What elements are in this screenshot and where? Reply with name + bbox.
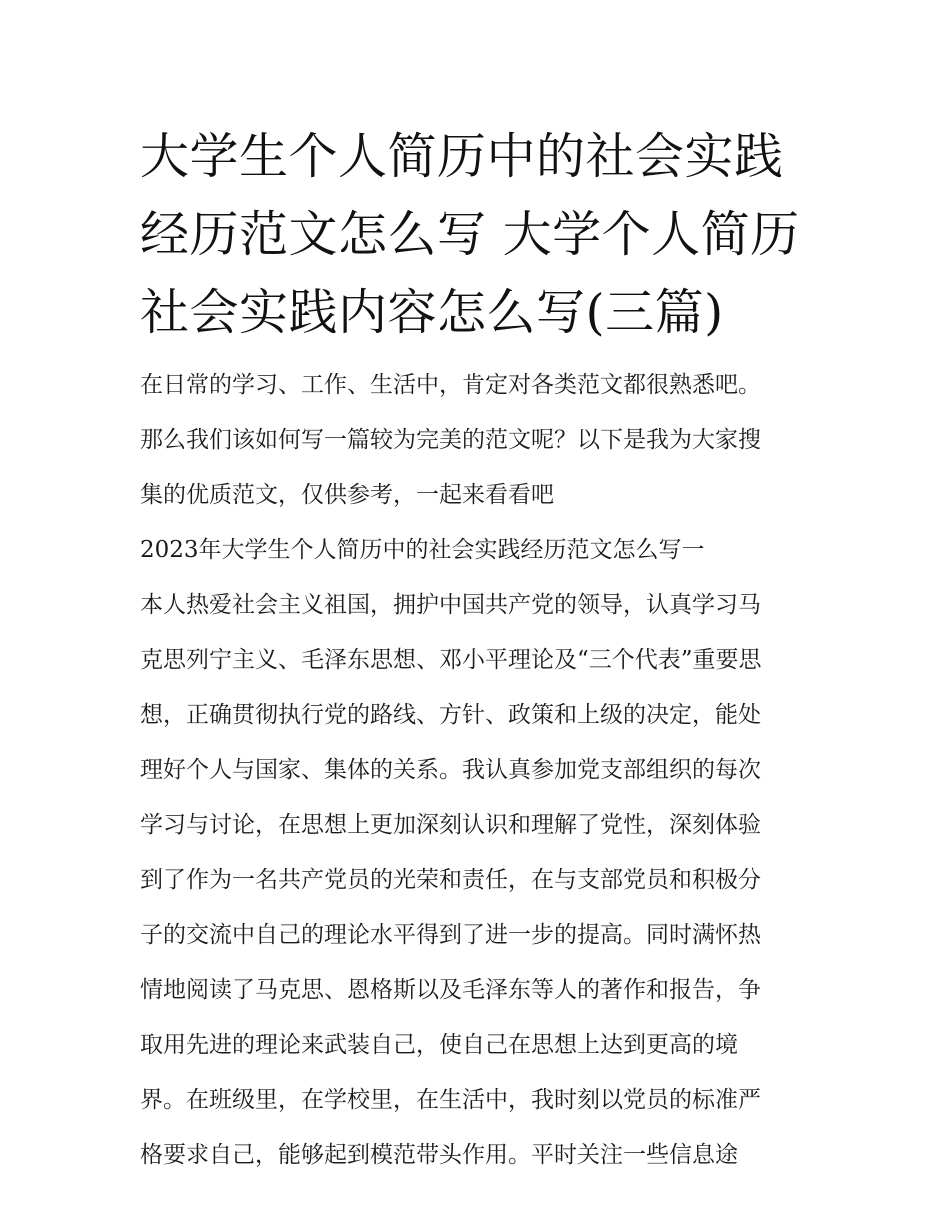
document-body [140, 358, 815, 1183]
paragraph-line: 克思列宁主义、毛泽东思想、邓小平理论及“三个代表”重要思 [140, 647, 762, 673]
section-heading: 2023年大学生个人简历中的社会实践经历范文怎么写一 [140, 537, 705, 563]
title-line: 社会实践内容怎么写(三篇) [140, 284, 724, 341]
paragraph-line: 情地阅读了马克思、恩格斯以及毛泽东等人的著作和报告，争 [140, 977, 761, 1003]
paragraph-line: 取用先进的理论来武装自己，使自己在思想上达到更高的境 [140, 1032, 738, 1058]
paragraph-line: 子的交流中自己的理论水平得到了进一步的提高。同时满怀热 [140, 922, 761, 948]
paragraph-line: 想，正确贯彻执行党的路线、方针、政策和上级的决定，能处 [140, 702, 761, 728]
title-line: 大学生个人简历中的社会实践 [140, 128, 784, 185]
document-title [140, 118, 815, 352]
title-line: 经历范文怎么写 大学个人简历 [140, 206, 800, 263]
paragraph-line: 界。在班级里，在学校里，在生活中，我时刻以党员的标准严 [140, 1087, 761, 1113]
intro-line: 那么我们该如何写一篇较为完美的范文呢？以下是我为大家搜 [140, 427, 761, 453]
paragraph-line: 格要求自己，能够起到模范带头作用。平时关注一些信息途 [140, 1142, 738, 1168]
paragraph-line: 本人热爱社会主义祖国，拥护中国共产党的领导，认真学习马 [140, 592, 761, 618]
document-content [140, 118, 815, 1183]
paragraph-line: 理好个人与国家、集体的关系。我认真参加党支部组织的每次 [140, 757, 761, 783]
paragraph-line: 学习与讨论，在思想上更加深刻认识和理解了党性，深刻体验 [140, 812, 761, 838]
intro-line: 在日常的学习、工作、生活中，肯定对各类范文都很熟悉吧。 [140, 372, 761, 398]
intro-line: 集的优质范文，仅供参考，一起来看看吧 [140, 482, 554, 508]
paragraph-line: 到了作为一名共产党员的光荣和责任，在与支部党员和积极分 [140, 867, 761, 893]
